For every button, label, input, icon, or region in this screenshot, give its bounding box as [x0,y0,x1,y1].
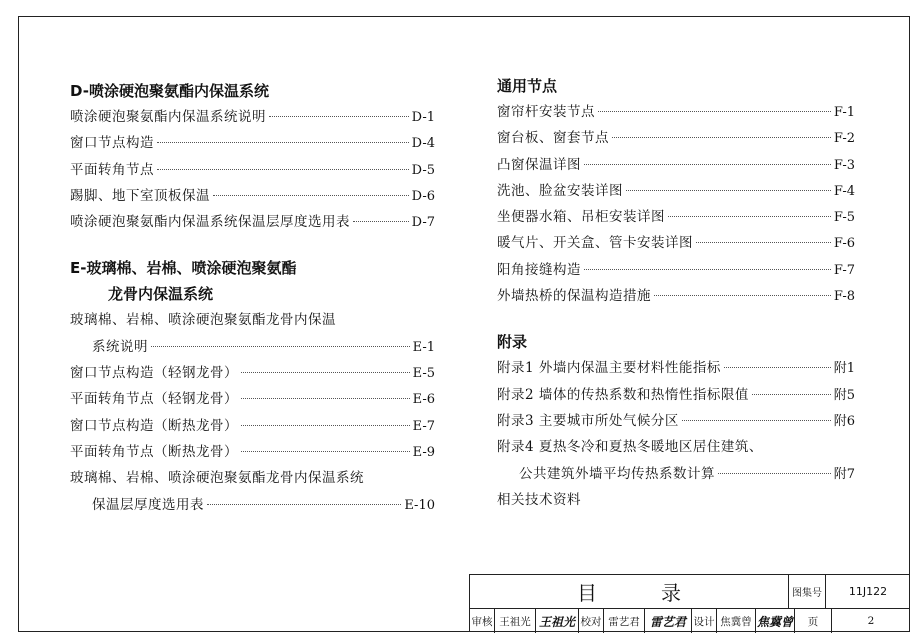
toc-entry-label: 窗口节点构造（断热龙骨） [70,417,238,434]
dot-leader [353,221,409,222]
toc-entry-d5[interactable] [70,157,435,183]
toc-entry-page: F-5 [833,210,855,226]
toc-entry-page: D-4 [411,136,435,152]
dot-leader [724,367,831,368]
toc-entry-page: 附7 [833,466,855,482]
toc-entry-page: 附1 [833,361,855,377]
toc-entry-page: D-6 [411,188,435,204]
toc-entry-label: 窗台板、窗套节点 [497,130,609,147]
dot-leader [241,398,410,399]
toc-entry-page: 附5 [833,387,855,403]
dot-leader [752,394,831,395]
review-signature: 王祖光 [536,609,579,633]
dot-leader [213,195,409,196]
dot-leader [626,190,831,191]
toc-entry-e10-line1[interactable]: 玻璃棉、岩棉、喷涂硬泡聚氨酯龙骨内保温系统 [70,470,364,487]
design-name: 焦冀曾 [717,609,756,633]
toc-entry-page: E-9 [412,444,435,460]
toc-entry-f1[interactable] [497,99,855,125]
dot-leader [682,420,831,421]
toc-entry-e9[interactable] [70,439,435,465]
toc-entry-label: 窗帘杆安装节点 [497,104,595,120]
toc-entry-appendix4-line1[interactable]: 附录4 夏热冬冷和夏热冬暖地区居住建筑、 [497,439,763,456]
dot-leader [207,504,401,505]
dot-leader [584,269,831,270]
toc-entry-appendix1[interactable] [497,355,855,381]
toc-entry-appendix2[interactable] [497,382,855,408]
atlas-number: 11J122 [848,585,888,598]
toc-entry-page: E-6 [412,392,435,408]
toc-entry-f7[interactable] [497,257,855,283]
toc-entry-label: 洗池、脸盆安装详图 [497,182,623,199]
toc-entry-e1-line1[interactable]: 玻璃棉、岩棉、喷涂硬泡聚氨酯龙骨内保温 [70,312,336,329]
toc-entry-f4[interactable] [497,178,855,204]
toc-entry-e10[interactable] [70,492,435,518]
dot-leader [241,451,410,452]
toc-entry-page: F-4 [833,183,855,199]
toc-entry-label: 附录2 墙体的传热系数和热惰性指标限值 [497,386,749,403]
toc-entry-label: 凸窗保温详图 [497,156,581,173]
toc-entry-page: F-6 [833,236,855,252]
toc-entry-label: 暖气片、开关盒、管卡安装详图 [497,235,693,252]
toc-entry-page: F-3 [833,157,855,173]
toc-entry-page: E-10 [404,497,435,513]
toc-entry-d4[interactable] [70,130,435,156]
toc-entry-page: E-5 [412,366,435,382]
toc-entry-page: 附6 [833,413,855,429]
toc-entry-page: F-7 [833,262,855,278]
toc-entry-page: D-5 [411,162,435,178]
toc-entry-label: 公共建筑外墙平均传热系数计算 [519,465,715,482]
review-name: 王祖光 [495,609,536,633]
review-label: 审核 [470,609,495,633]
toc-entry-page: E-7 [412,418,435,434]
check-name: 雷艺君 [604,609,645,633]
dot-leader [598,111,831,112]
toc-entry-label: 保温层厚度选用表 [92,496,204,513]
toc-entry-appendix3[interactable] [497,408,855,434]
toc-entry-label: 附录1 外墙内保温主要材料性能指标 [497,360,721,377]
toc-entry-label: 附录3 主要城市所处气候分区 [497,412,679,429]
drawing-title-char-2: 录 [661,581,681,605]
toc-entry-f6[interactable] [497,230,855,256]
toc-entry-page: E-1 [412,339,435,355]
toc-entry-f8[interactable] [497,283,855,309]
toc-entry-label: 喷涂硬泡聚氨酯内保温系统说明 [70,109,266,125]
toc-entry-f5[interactable] [497,204,855,230]
title-block [469,574,910,632]
toc-entry-e1[interactable] [70,334,435,360]
toc-entry-label: 平面转角节点（轻钢龙骨） [70,391,238,408]
toc-entry-label: 喷涂硬泡聚氨酯内保温系统保温层厚度选用表 [70,214,350,231]
toc-entry-e7[interactable] [70,413,435,439]
dot-leader [668,216,831,217]
toc-entry-appendix4[interactable] [497,461,855,487]
toc-entry-d1[interactable] [70,104,435,130]
toc-entry-label: 平面转角节点 [70,161,154,178]
toc-entry-e6[interactable] [70,386,435,412]
dot-leader [157,169,409,170]
appendix-heading: 附录 [497,333,528,352]
design-label: 设计 [692,609,717,633]
toc-entry-label: 阳角接缝构造 [497,261,581,278]
dot-leader [612,137,831,138]
toc-entry-page: F-8 [833,289,855,305]
toc-entry-label: 外墙热桥的保温构造措施 [497,288,651,305]
toc-entry-label: 系统说明 [92,338,148,355]
toc-entry-d6[interactable] [70,183,435,209]
dot-leader [157,142,409,143]
toc-entry-label: 坐便器水箱、吊柜安装详图 [497,209,665,226]
toc-entry-f2[interactable] [497,125,855,151]
toc-entry-page: D-7 [411,215,435,231]
toc-entry-label: 踢脚、地下室顶板保温 [70,187,210,204]
related-materials[interactable]: 相关技术资料 [497,491,581,508]
drawing-title-char-1: 目 [577,581,597,605]
check-signature: 雷艺君 [645,609,692,633]
atlas-number-label: 图集号 [789,575,826,608]
section-e-heading-line1: E-玻璃棉、岩棉、喷涂硬泡聚氨酯 [70,259,297,278]
toc-entry-label: 窗口节点构造 [70,135,154,152]
dot-leader [241,425,410,426]
page-label: 页 [795,609,832,633]
dot-leader [696,242,831,243]
drawing-title [470,575,789,608]
toc-right-column [497,73,855,513]
page-number: 2 [867,615,875,627]
toc-entry-label: 平面转角节点（断热龙骨） [70,443,238,460]
toc-entry-f3[interactable] [497,152,855,178]
toc-entry-page: F-1 [833,105,855,120]
toc-entry-page: F-2 [833,131,855,147]
design-signature: 焦冀曾 [756,609,795,633]
dot-leader [654,295,831,296]
dot-leader [584,164,831,165]
section-f-heading: 通用节点 [497,77,558,95]
toc-entry-page: D-1 [411,110,435,125]
toc-entry-d7[interactable] [70,209,435,235]
toc-entry-e5[interactable] [70,360,435,386]
dot-leader [151,346,410,347]
dot-leader [718,473,831,474]
check-label: 校对 [579,609,604,633]
section-d-heading: D-喷涂硬泡聚氨酯内保温系统 [70,82,269,100]
section-e-heading-line2: 龙骨内保温系统 [108,285,214,304]
dot-leader [241,372,410,373]
toc-left-column [70,78,435,518]
toc-entry-label: 窗口节点构造（轻钢龙骨） [70,365,238,382]
dot-leader [269,116,409,117]
